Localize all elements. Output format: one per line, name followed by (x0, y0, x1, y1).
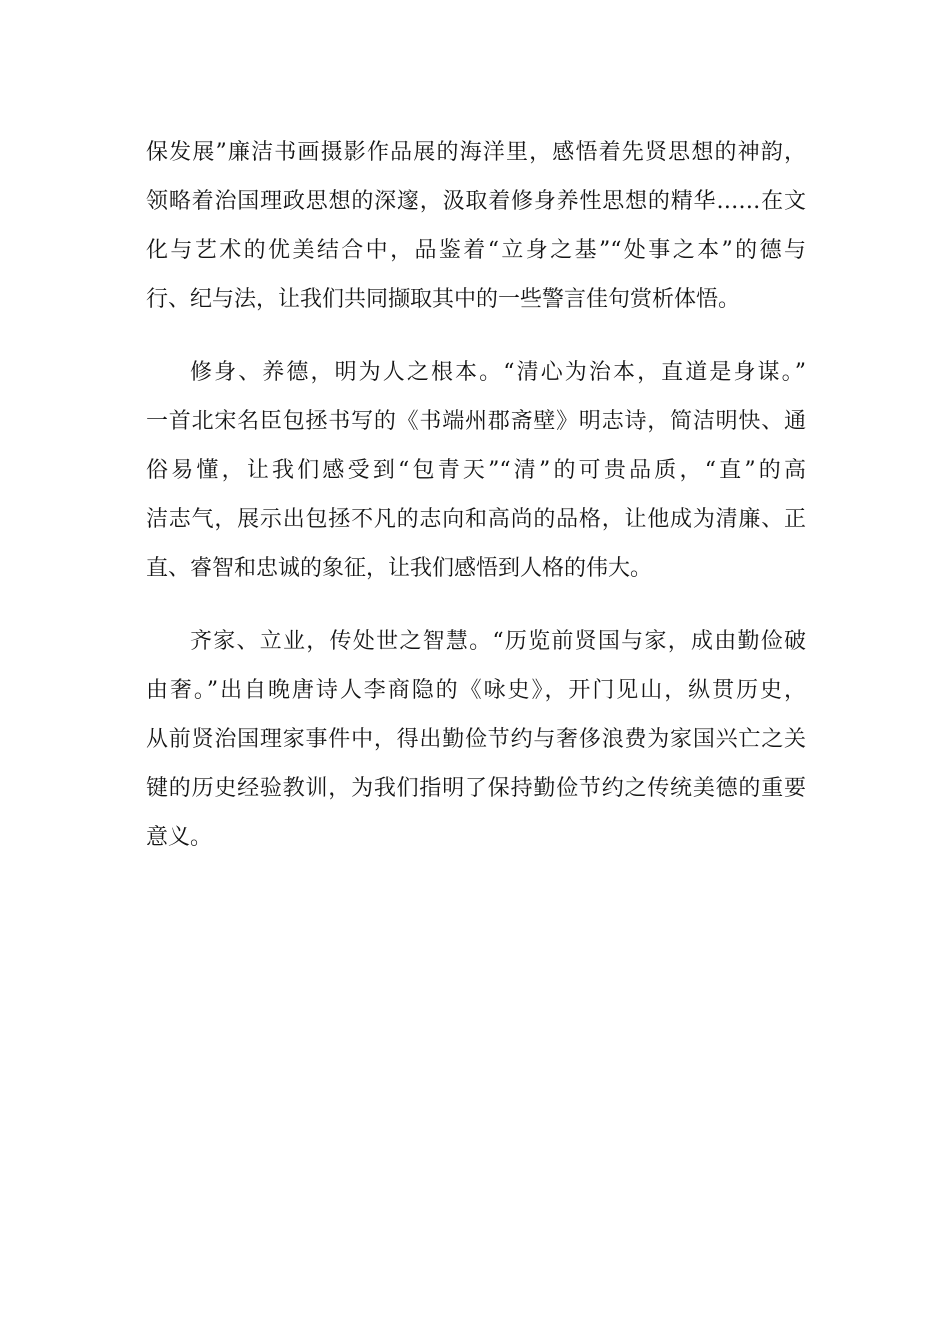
paragraph-line: 修身、养德，明为人之根本。“清心为治本，直道是身谋。” (190, 360, 806, 385)
paragraph-line: 意义。 (146, 825, 213, 850)
paragraph-line: 一首北宋名臣包拯书写的《书端州郡斋壁》明志诗，简洁明快、通 (146, 409, 806, 434)
paragraph-line: 领略着治国理政思想的深邃，汲取着修身养性思想的精华……在文 (146, 189, 806, 214)
paragraph-line: 化与艺术的优美结合中，品鉴着“立身之基”“处事之本”的德与 (146, 238, 806, 263)
paragraph-line: 从前贤治国理家事件中，得出勤俭节约与奢侈浪费为家国兴亡之关 (146, 727, 806, 752)
paragraph-2 (146, 348, 806, 593)
paragraph-line: 由奢。”出自晚唐诗人李商隐的《咏史》，开门见山，纵贯历史， (146, 678, 806, 703)
paragraph-line: 键的历史经验教训，为我们指明了保持勤俭节约之传统美德的重要 (146, 776, 806, 801)
document-body (146, 128, 806, 862)
paragraph-line: 直、睿智和忠诚的象征，让我们感悟到人格的伟大。 (146, 556, 653, 581)
paragraph-line: 行、纪与法，让我们共同撷取其中的一些警言佳句赏析体悟。 (146, 287, 741, 312)
paragraph-1 (146, 128, 806, 324)
paragraph-line: 俗易懂，让我们感受到“包青天”“清”的可贵品质，“直”的高 (146, 458, 806, 483)
paragraph-line: 洁志气，展示出包拯不凡的志向和高尚的品格，让他成为清廉、正 (146, 507, 806, 532)
paragraph-line: 保发展”廉洁书画摄影作品展的海洋里，感悟着先贤思想的神韵， (146, 140, 806, 165)
paragraph-line: 齐家、立业，传处世之智慧。“历览前贤国与家，成由勤俭破 (190, 629, 806, 654)
paragraph-3 (146, 617, 806, 862)
